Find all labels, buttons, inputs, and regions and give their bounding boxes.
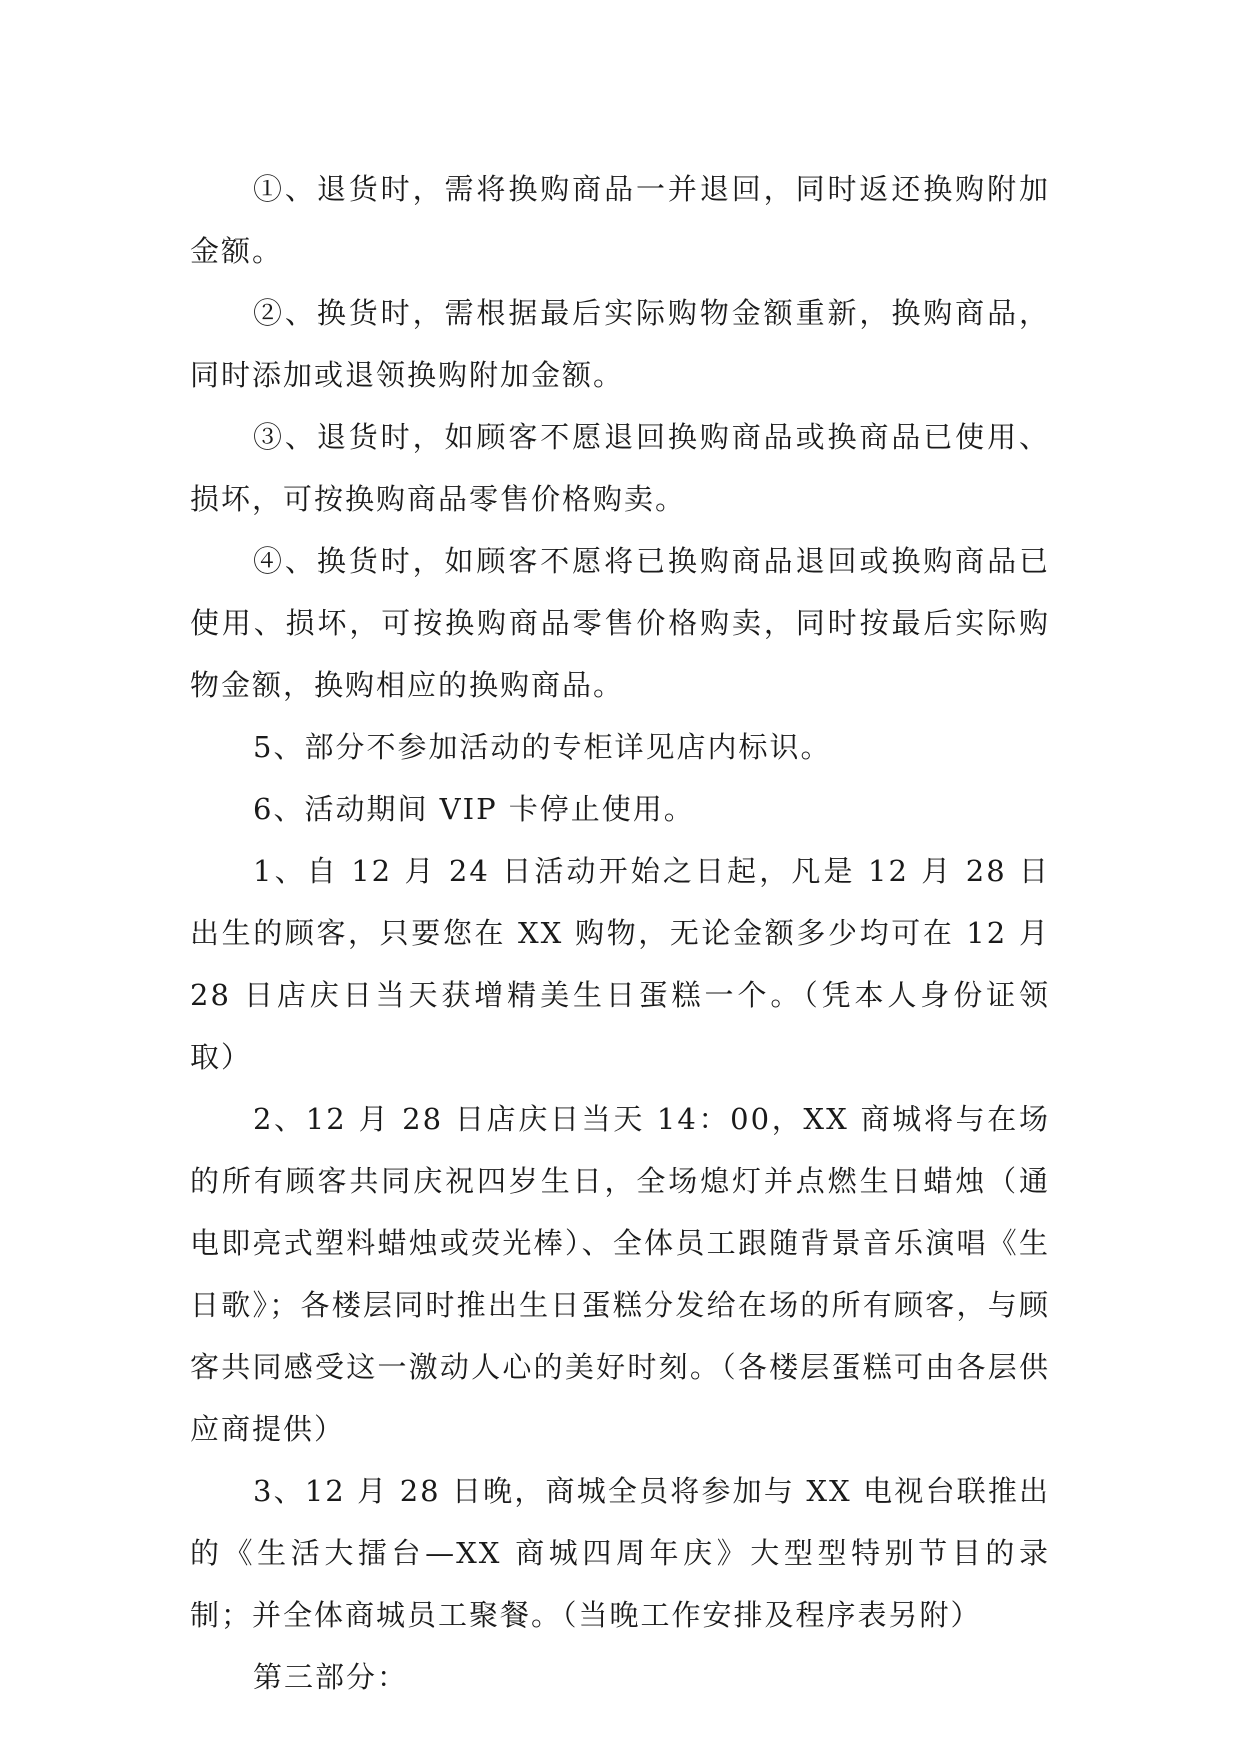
paragraph-exchange-rule-4: ④、换货时，如顾客不愿将已换购商品退回或换购商品已使用、损坏，可按换购商品零售价格购卖，同时按最后实际购物金额，换购相应的换购商品。: [190, 544, 1050, 702]
paragraph-return-rule-1: ①、退货时，需将换购商品一并退回，同时返还换购附加金额。: [190, 172, 1050, 268]
paragraph-return-rule-3: ③、退货时，如顾客不愿退回换购商品或换商品已使用、损坏，可按换购商品零售价格购卖。: [190, 420, 1050, 516]
paragraph-exchange-rule-2: ②、换货时，需根据最后实际购物金额重新，换购商品，同时添加或退领换购附加金额。: [190, 296, 1050, 392]
paragraph-item-5: 5、部分不参加活动的专柜详见店内标识。: [253, 730, 832, 764]
paragraph-birthday-2: 2、12 月 28 日店庆日当天 14：00，XX 商城将与在场的所有顾客共同庆祝四岁生日，全场熄灯并点燃生日蜡烛（通电即亮式塑料蜡烛或荧光棒）、全体员工跟随背景音乐演唱《生日歌》；各楼层同时推出生日蛋糕分发给在场的所有顾客，与顾客共同感受这一激动人心的美好时刻。（各楼层蛋糕可由各层供应商提供）: [190, 1102, 1050, 1446]
paragraph-birthday-3: 3、12 月 28 日晚，商城全员将参加与 XX 电视台联推出的《生活大擂台—XX 商城四周年庆》大型型特别节目的录制；并全体商城员工聚餐。（当晚工作安排及程序表另附）: [190, 1474, 1050, 1632]
document-body: [190, 158, 1050, 1708]
paragraph-birthday-1: 1、自 12 月 24 日活动开始之日起，凡是 12 月 28 日出生的顾客，只要您在 XX 购物，无论金额多少均可在 12 月 28 日店庆日当天获增精美生日蛋糕一个。（凭本人身份证领取）: [190, 854, 1050, 1074]
paragraph-item-6: 6、活动期间 VIP 卡停止使用。: [253, 792, 695, 826]
section-heading-part-3: 第三部分：: [253, 1660, 409, 1694]
